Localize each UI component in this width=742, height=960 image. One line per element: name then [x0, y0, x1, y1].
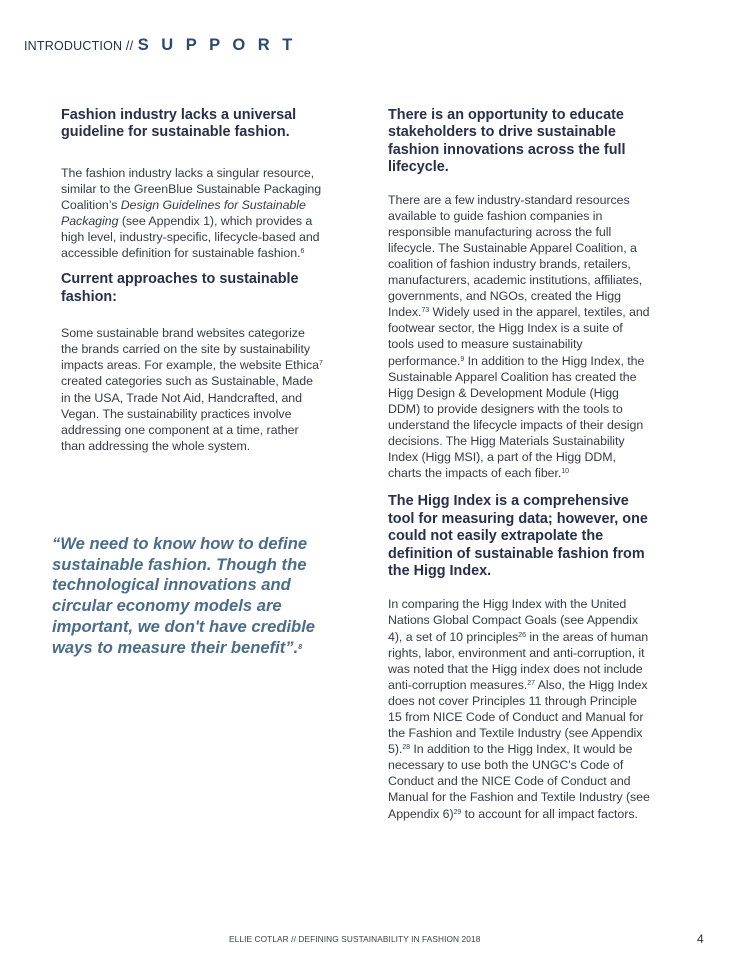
left-paragraph-2: Some sustainable brand websites categorize the brands carried on the site by sustainability impacts areas. For example, the website Ethica$^7$ created categories such as Sustainable, Made in the USA, Trade Not Aid, Handcrafted, and Vegan. The sustainability practices involve addressing one component at a time, rather than addressing the whole system.	[61, 326, 323, 453]
left-heading-2: Current approaches to sustainable fashion:	[61, 271, 299, 305]
left-column	[61, 107, 323, 454]
footnote-ref: 8	[298, 643, 303, 651]
page-number: 4	[697, 932, 704, 946]
header-intro: INTRODUCTION //	[24, 39, 134, 53]
footer-text: ELLIE COTLAR // DEFINING SUSTAINABILITY IN FASHION 2018	[229, 934, 481, 944]
pull-quote-text: “We need to know how to define sustainable fashion. Though the technological innovations and circular economy models are important, we don't have credible ways to measure their benefit”.	[52, 534, 316, 657]
footnote-ref: 27	[527, 679, 535, 687]
page-header	[24, 36, 296, 55]
left-paragraph-1: The fashion industry lacks a singular resource, similar to the GreenBlue Sustainable Packaging Coalition’s Design Guidelines for Sustainable Packaging (see Appendix 1), which provides a high level, industry-specific, lifecycle-based and accessible definition for sustainable fashion.$^6$	[61, 165, 322, 261]
footnote-ref: 7	[319, 360, 323, 368]
left-heading-1: Fashion industry lacks a universal guideline for sustainable fashion.	[61, 107, 297, 141]
footnote-ref: 73	[421, 307, 430, 315]
right-heading-1: There is an opportunity to educate stakeholders to drive sustainable fashion innovations across the full lifecycle.	[388, 107, 626, 176]
footnote-ref: 28	[402, 744, 410, 752]
pull-quote	[52, 534, 342, 658]
left-paragraph-1-italic: Design Guidelines for Sustainable Packaging	[61, 198, 306, 229]
footnote-ref: 9	[460, 355, 465, 363]
right-paragraph-1: There are a few industry-standard resources available to guide fashion companies in responsible manufacturing across the full lifecycle. The Sustainable Apparel Coalition, a coalition of fashion industry brands, retailers, manufacturers, academic institutions, affiliates, governments, and NGOs, created the Higg Index.$^{73}$ Widely used in the apparel, textiles, and footwear sector, the Higg Index is a suite of tools used to measure sustainability performance.$^9$ In addition to the Higg Index, the Sustainable Apparel Coalition has created the Higg Design & Development Module (Higg DDM) to provide designers with the tools to understand the lifecycle impacts of their design decisions. The Higg Materials Sustainability Index (Higg MSI), a part of the Higg DDM, charts the impacts of each fiber.$^{10}$	[388, 192, 650, 481]
footnote-ref: 29	[453, 808, 462, 816]
footnote-ref: 26	[518, 631, 526, 639]
right-heading-2: The Higg Index is a comprehensive tool for measuring data; however, one could not easily extrapolate the definition of sustainable fashion from the Higg Index.	[388, 493, 648, 579]
header-section: S U P P O R T	[137, 36, 297, 54]
footnote-ref: 6	[300, 248, 305, 256]
right-column	[388, 107, 650, 822]
footnote-ref: 10	[561, 468, 569, 476]
right-paragraph-2: In comparing the Higg Index with the United Nations Global Compact Goals (see Appendix 4), a set of 10 principles$^{26}$ in the areas of human rights, labor, environment and anti-corruption, it was noted that the Higg index does not include anti-corruption measures.$^{27}$ Also, the Higg Index does not cover Principles 11 through Principle 15 from NICE Code of Conduct and Manual for the Fashion and Textile Industry (see Appendix 5).$^{28}$ In addition to the Higg Index, It would be necessary to use both the UNGC's Code of Conduct and the NICE Code of Conduct and Manual for the Fashion and Textile Industry (see Appendix 6)$^{29}$ to account for all impact factors.	[388, 597, 650, 821]
